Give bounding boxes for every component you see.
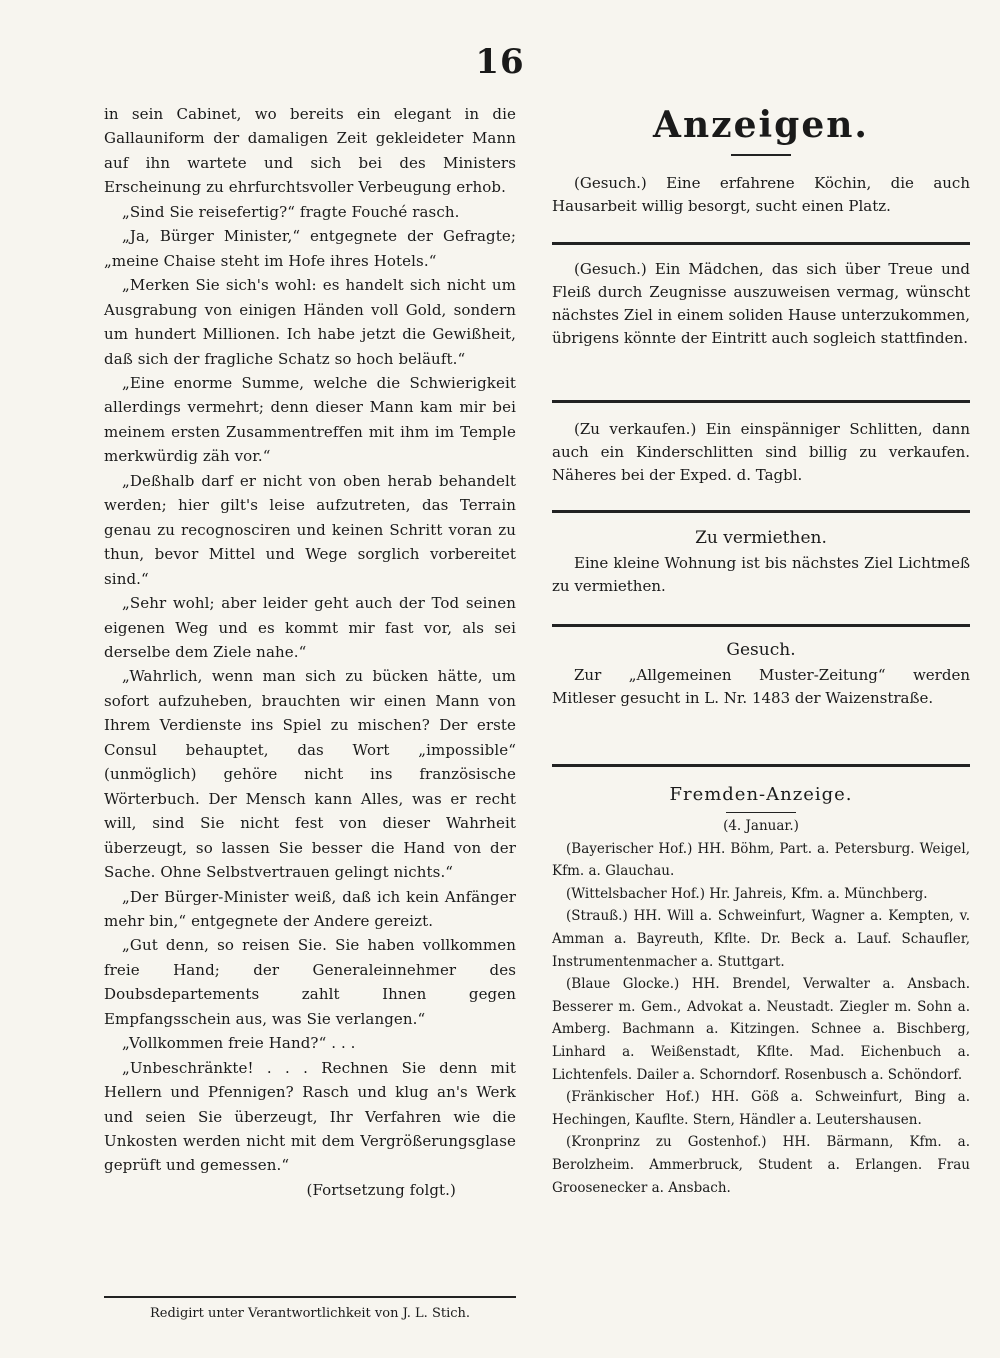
ad-text: (Zu verkaufen.) Ein einspänniger Schlitten, dann auch ein Kinderschlitten sind billig zu verkaufen. Näheres bei der Exped. d. Tagbl. [552, 420, 970, 484]
story-paragraph: „Merken Sie sich's wohl: es handelt sich nicht um Ausgrabung von einigen Händen voll Gold, sondern um hundert Millionen. Ich habe jetzt die Gewißheit, daß sich der fragliche Schatz so hoch beläuft.“ [104, 276, 516, 368]
story-paragraph: „Gut denn, so reisen Sie. Sie haben vollkommen freie Hand; der Generaleinnehmer des Doubsdepartements zahlt Ihnen gegen Empfangsschein aus, was Sie verlangen.“ [104, 936, 516, 1028]
ads-title: Anzeigen. [653, 104, 869, 146]
story-paragraph: „Vollkommen freie Hand?“ . . . [122, 1034, 356, 1053]
ad-gesuch-koechin [552, 172, 970, 218]
story-paragraph: „Unbeschränkte! . . . Rechnen Sie denn mit Hellern und Pfennigen? Rasch und klug an's Werk und seien Sie überzeugt, Ihr Verfahren wie die Unkosten werden nicht mit dem Vergrößerungsglase geprüft und gemessen.“ [104, 1058, 516, 1175]
story-paragraph: „Eine enorme Summe, welche die Schwierigkeit allerdings vermehrt; denn dieser Mann kam mir bei meinem ersten Zusammentreffen mit ihm im Temple merkwürdig zäh vor.“ [104, 373, 516, 466]
fremden-heading: Fremden-Anzeige. [669, 784, 853, 805]
ad-text: (Gesuch.) Eine erfahrene Köchin, die auch Hausarbeit willig besorgt, sucht einen Platz. [552, 174, 970, 215]
ad-divider [552, 624, 970, 627]
story-paragraph: in sein Cabinet, wo bereits ein elegant in die Gallauniform der damaligen Zeit gekleideter Mann auf ihn wartete und sich bei des Ministers Erscheinung zu ehrfurchtsvoller Verbeugung erhob. [104, 105, 516, 197]
ad-text: (Gesuch.) Ein Mädchen, das sich über Treue und Fleiß durch Zeugnisse auszuweisen vermag, wünscht nächstes Ziel in einem soliden Hause unterzukommen, übrigens könnte der Eintritt auch sogleich stattfinden. [552, 260, 970, 347]
story-paragraph: „Der Bürger-Minister weiß, daß ich kein Anfänger mehr bin,“ entgegnete der Andere gereizt. [104, 887, 516, 930]
fremden-entry: (Kronprinz zu Gostenhof.) HH. Bärmann, Kfm. a. Berolzheim. Ammerbruck, Student a. Erlangen. Frau Groosenecker a. Ansbach. [552, 1134, 970, 1196]
story-paragraph: „Deßhalb darf er nicht von oben herab behandelt werden; hier gilt's leise aufzutreten, das Terrain genau zu recognosciren und keinen Schritt voran zu thun, bevor Mittel und Wege sorglich vorbereitet sind.“ [104, 471, 516, 588]
ad-zu-verkaufen [552, 418, 970, 487]
ad-heading: Gesuch. [726, 640, 796, 660]
ad-zu-vermiethen [552, 524, 970, 598]
ad-heading: Zu vermiethen. [695, 528, 827, 548]
left-column [104, 102, 516, 1202]
fremden-anzeige [552, 780, 970, 1199]
story-paragraph: „Sehr wohl; aber leider geht auch der Tod seinen eigenen Weg und es kommt mir fast vor, als sei derselbe dem Ziele nahe.“ [104, 594, 516, 661]
fremden-entry: (Strauß.) HH. Will a. Schweinfurt, Wagner a. Kempten, v. Amman a. Bayreuth, Kflte. Dr. Beck a. Lauf. Schaufler, Instrumentenmacher a. Stuttgart. [552, 908, 970, 970]
fremden-entry: (Blaue Glocke.) HH. Brendel, Verwalter a. Ansbach. Besserer m. Gem., Advokat a. Neustadt. Ziegler m. Sohn a. Amberg. Bachmann a. Kitzingen. Schnee a. Bischberg, Linhard a. Weißenstadt, Kflte. Mad. Eichenbuch a. Lichtenfels. Dailer a. Schorndorf. Rosenbusch a. Schöndorf. [552, 976, 970, 1083]
ad-gesuch-zeitung [552, 636, 970, 710]
page-number: 16 [475, 42, 525, 82]
title-underline [731, 154, 791, 156]
fremden-entry: (Wittelsbacher Hof.) Hr. Jahreis, Kfm. a. Münchberg. [566, 885, 928, 902]
story-paragraph: „Wahrlich, wenn man sich zu bücken hätte, um sofort aufzuheben, brauchten wir einen Mann von Ihrem Verdienste ins Spiel zu mischen? Der erste Consul behauptet, das Wort „impossible“ (unmöglich) gehöre nicht ins französische Wörterbuch. Der Mensch kann Alles, was er recht will, sind Sie nicht fest von dieser Wahrheit überzeugt, so lassen Sie besser die Hand von der Sache. Ohne Selbstvertrauen gelingt nichts.“ [104, 667, 516, 882]
story-paragraph: „Sind Sie reisefertig?“ fragte Fouché rasch. [122, 202, 460, 221]
ad-divider [552, 400, 970, 403]
ad-divider [552, 764, 970, 767]
ad-text: Zur „Allgemeinen Muster-Zeitung“ werden Mitleser gesucht in L. Nr. 1483 der Waizenstraße. [552, 666, 970, 707]
story-paragraph: „Ja, Bürger Minister,“ entgegnete der Gefragte; „meine Chaise steht im Hofe ihres Hotels.“ [104, 227, 516, 270]
ad-gesuch-maedchen [552, 258, 970, 350]
continuation-note: (Fortsetzung folgt.) [306, 1180, 456, 1199]
fremden-entry: (Fränkischer Hof.) HH. Göß a. Schweinfurt, Bing a. Hechingen, Kauflte. Stern, Händler a. Leutershausen. [552, 1089, 970, 1128]
ad-divider [552, 242, 970, 245]
right-column [552, 96, 970, 1196]
ad-divider [552, 510, 970, 513]
fremden-underline [726, 812, 796, 813]
footer-divider [104, 1296, 516, 1298]
ad-text: Eine kleine Wohnung ist bis nächstes Ziel Lichtmeß zu vermiethen. [552, 554, 970, 595]
fremden-entry: (Bayerischer Hof.) HH. Böhm, Part. a. Petersburg. Weigel, Kfm. a. Glauchau. [552, 840, 970, 880]
editor-credit: Redigirt unter Verantwortlichkeit von J. L. Stich. [149, 1306, 471, 1321]
fremden-date: (4. Januar.) [723, 818, 799, 834]
